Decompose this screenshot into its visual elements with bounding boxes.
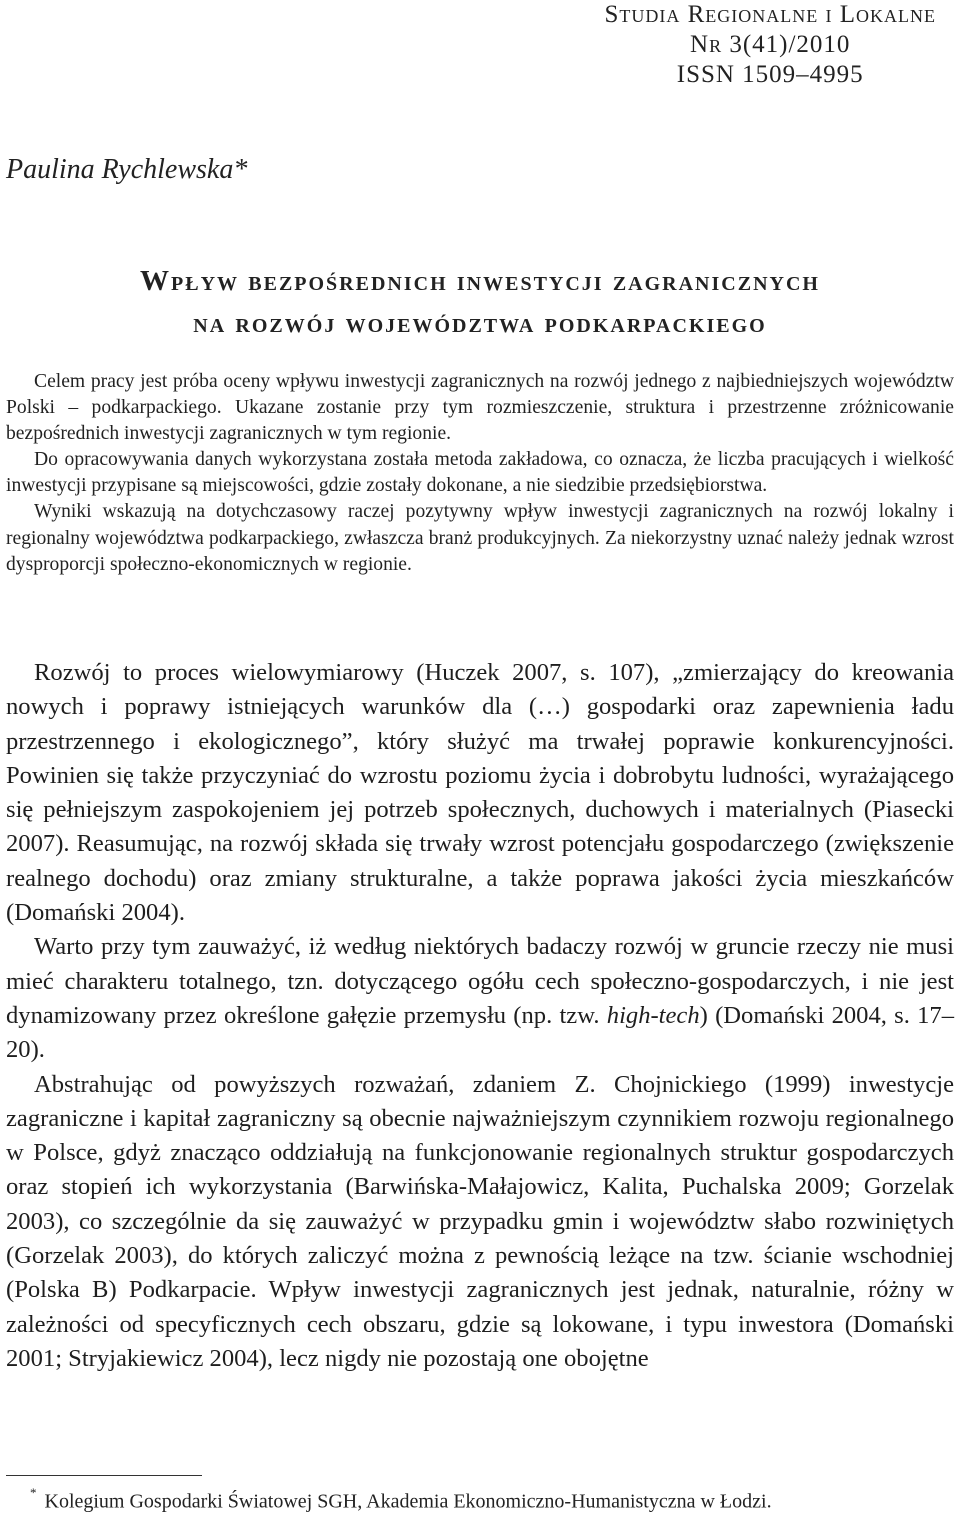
body-paragraph-3: Abstrahując od powyższych rozważań, zdaniem Z. Chojnickiego (1999) inwestycje zagraniczne i kapitał zagraniczny są obecnie najważniejszym czynnikiem rozwoju regionalnego w Polsce, gdyż znacząco oddziałują na funkcjonowanie regionalnych struktur gospodarczych oraz stopień ich wykorzystania (Barwińska-Małajowicz, Kalita, Puchalska 2009; Gorzelak 2003), co szczególnie da się zauważyć w przypadku gmin i województw słabo rozwiniętych (Gorzelak 2003), do których zaliczyć można z pewnością leżące na tzw. ścianie wschodniej (Polska B) Podkarpacie. Wpływ inwestycji zagranicznych jest jednak, naturalnie, różny w zależności od specyficznych cech obszaru, gdzie są lokowane, i typu inwestora (Domański 2001; Stryjakiewicz 2004), lecz nigdy nie pozostają one obojętne bbox=[6, 1070, 954, 1372]
abstract-paragraph: Celem pracy jest próba oceny wpływu inwestycji zagranicznych na rozwój jednego z najbiedniejszych województw Polski – podkarpackiego. Ukazane zostanie przy tym rozmieszczenie, struktura i przestrzenne zróżnicowanie bezpośrednich inwestycji zagranicznych w tym regionie. bbox=[6, 371, 954, 445]
footnote-text: Kolegium Gospodarki Światowej SGH, Akademia Ekonomiczno-Humanistyczna w Łodzi. bbox=[44, 1490, 772, 1513]
author-name: Paulina Rychlewska* bbox=[6, 154, 248, 185]
body-paragraph-1: Rozwój to proces wielowymiarowy (Huczek 2007, s. 107), „zmierzający do kreowania nowych i poprawy istniejących warunków dla (…) gospodarki oraz zapewnienia ładu przestrzennego i ekologicznego”, który służyć ma trwałej poprawie konkurencyjności. Powinien się także przyczyniać do wzrostu poziomu życia i dobrobytu ludności, wyrażającego się pełniejszym zaspokojeniem jej potrzeb społecznych, duchowych i materialnych (Piasecki 2007). Reasumując, na rozwój składa się trwały wzrost potencjału gospodarczego (zwiększenie realnego dochodu) oraz zmiany strukturalne, a także poprawa jakości życia mieszkańców (Domański 2004). bbox=[6, 659, 954, 927]
journal-issn: ISSN 1509–4995 bbox=[676, 61, 864, 88]
footnote-mark: * bbox=[30, 1485, 37, 1500]
title-line-2: na rozwój województwa podkarpackiego bbox=[193, 307, 767, 339]
article-title bbox=[0, 260, 960, 344]
abstract bbox=[6, 369, 954, 578]
body-paragraph-2-text: Warto przy tym zauważyć, iż według niektórych badaczy rozwój w gruncie rzeczy nie musi mieć charakteru totalnego, tzn. dotyczącego ogółu cech społeczno-gospodarczych, i nie jest dynamizowany przez określone gałęzie przemysłu (np. tzw. bbox=[6, 933, 954, 1029]
journal-name: Studia Regionalne i Lokalne bbox=[604, 1, 936, 28]
title-line-1: Wpływ bezpośrednich inwestycji zagranicznych bbox=[140, 265, 820, 297]
footnote bbox=[30, 1485, 772, 1514]
body-paragraph-2-end: ) (Domański 2004, s. 17–20). bbox=[6, 1001, 954, 1064]
footnote-divider bbox=[6, 1475, 202, 1476]
body-paragraph-2 bbox=[6, 930, 954, 1067]
abstract-paragraph: Wyniki wskazują na dotychczasowy raczej pozytywny wpływ inwestycji zagranicznych na rozwój lokalny i regionalny województwa podkarpackiego, zwłaszcza branż produkcyjnych. Za niekorzystny uznać należy jednak wzrost dysproporcji społeczno-ekonomicznych w regionie. bbox=[6, 501, 954, 575]
journal-issue: Nr 3(41)/2010 bbox=[690, 31, 851, 58]
journal-header bbox=[604, 0, 936, 90]
main-text bbox=[6, 656, 954, 1376]
abstract-paragraph: Do opracowywania danych wykorzystana została metoda zakładowa, co oznacza, że liczba pracujących i wielkość inwestycji przypisane są miejscowości, gdzie zostały dokonane, a nie siedzibie przedsiębiorstwa. bbox=[6, 449, 954, 497]
italic-term: high-tech bbox=[606, 1001, 700, 1029]
